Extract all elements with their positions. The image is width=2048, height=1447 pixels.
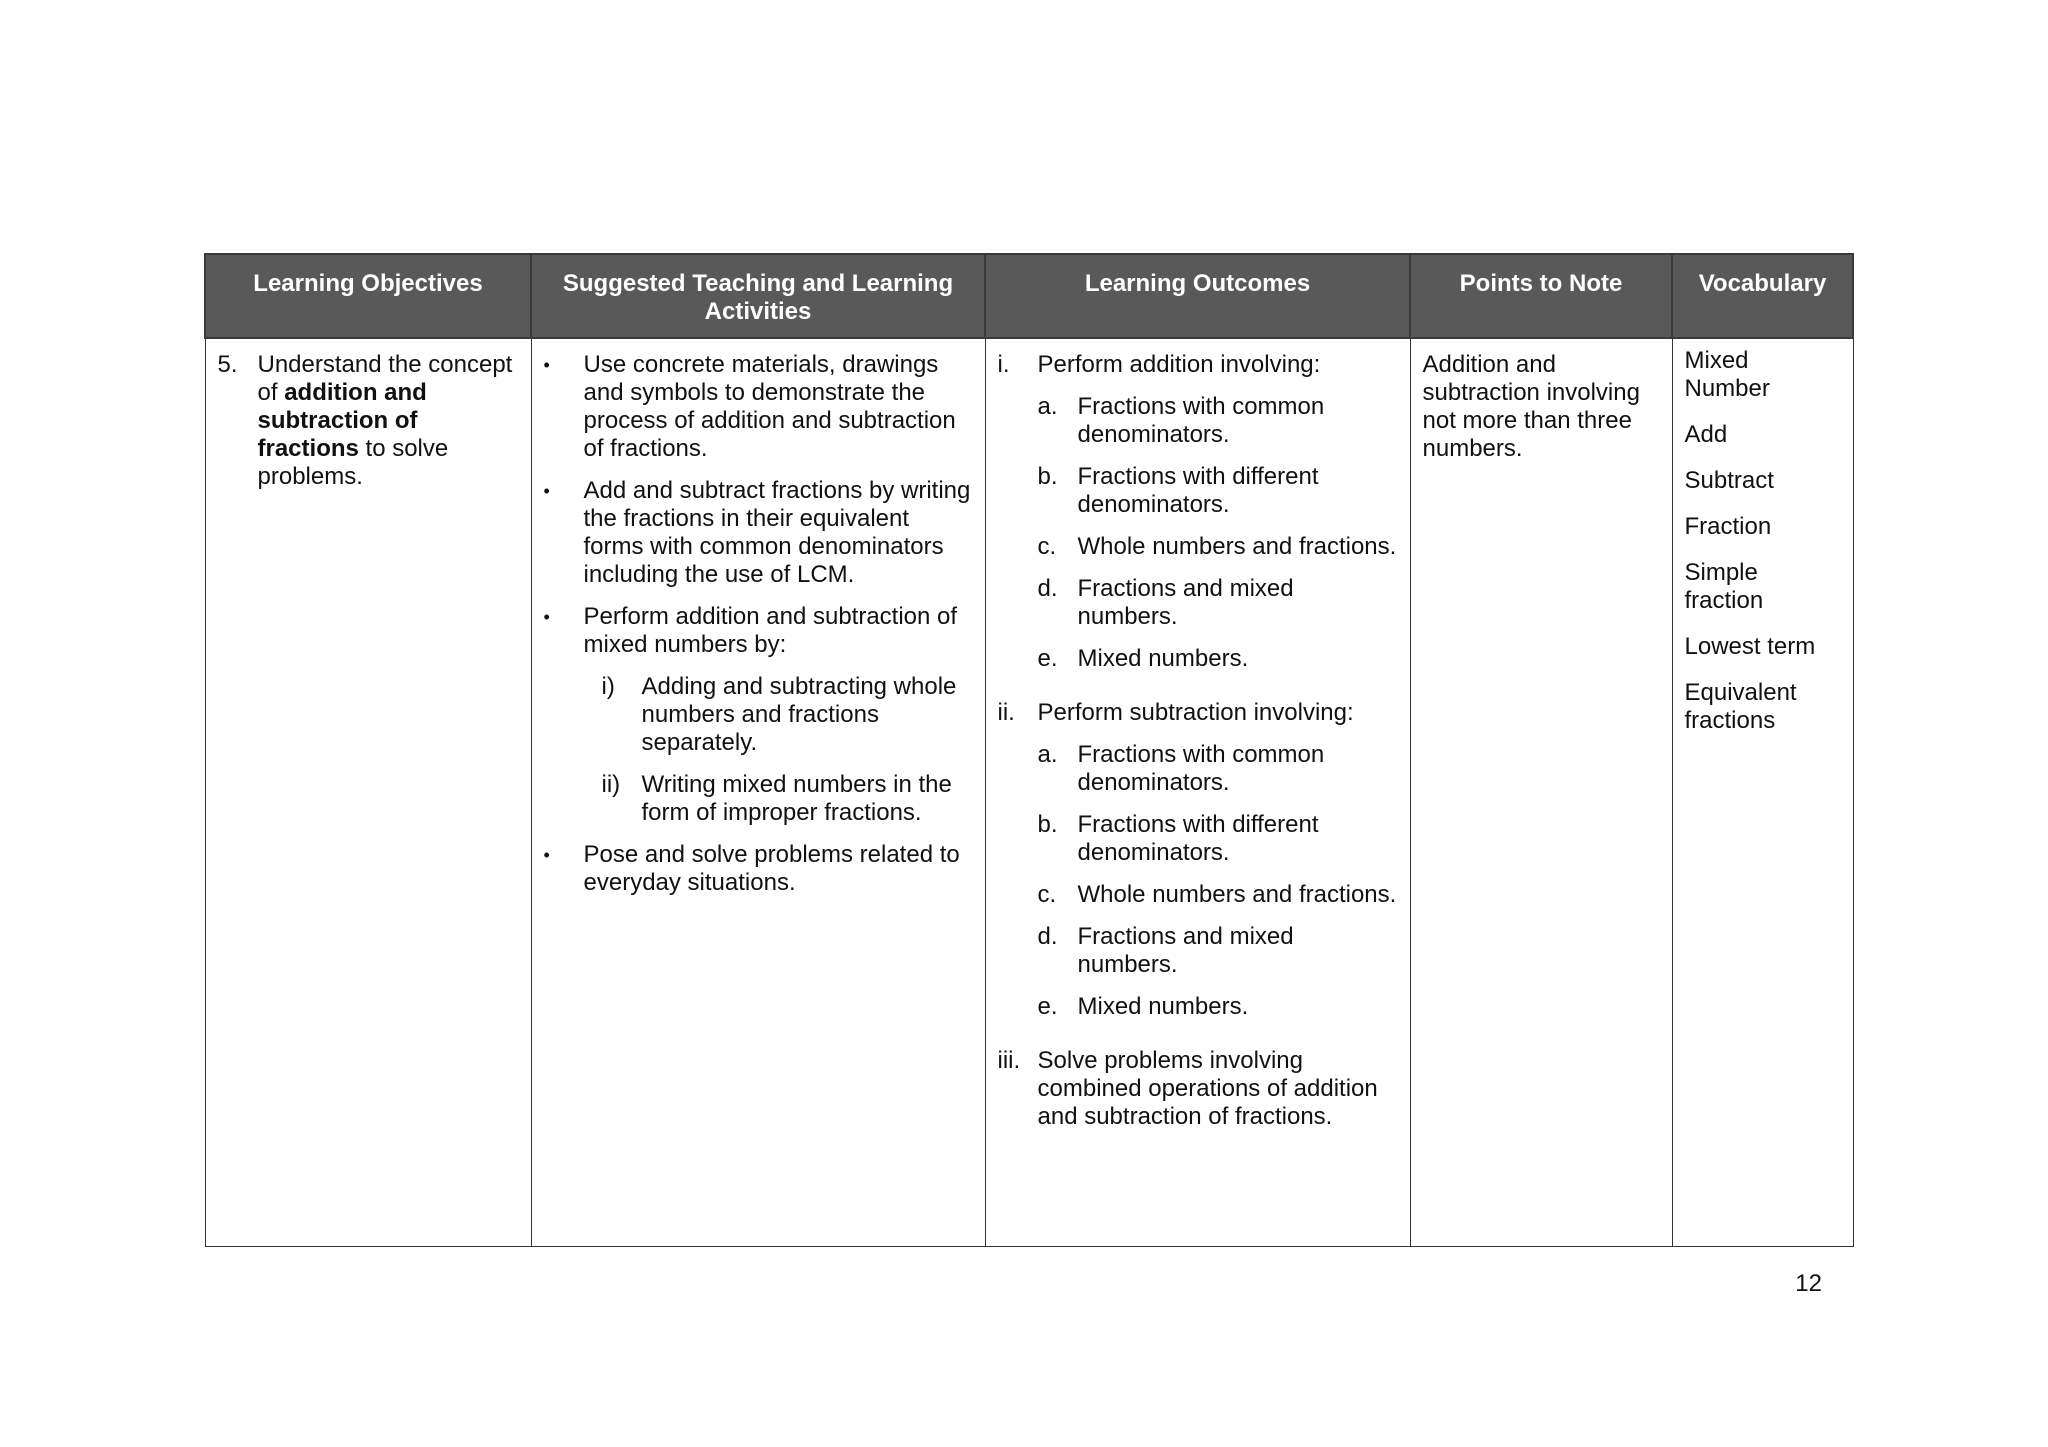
list-item	[1038, 881, 1398, 909]
item-letter: d.	[1037, 575, 1058, 602]
cell-activities	[531, 338, 985, 1246]
sub-item	[602, 771, 973, 827]
item-text: Mixed numbers.	[1077, 645, 1249, 672]
item-letter: c.	[1037, 533, 1057, 560]
bullet-icon: •	[543, 845, 550, 865]
outcome-items	[998, 741, 1398, 1021]
points-to-note-text: Addition and subtraction involving not more than three numbers.	[1422, 351, 1640, 462]
page-number: 12	[1795, 1270, 1822, 1297]
item-letter: e.	[1037, 645, 1058, 672]
item-letter: a.	[1037, 741, 1058, 768]
activity-text: Use concrete materials, drawings and symbols to demonstrate the process of addition and subtraction of fractions.	[583, 351, 956, 462]
outcome-heading	[998, 351, 1398, 379]
list-item	[1038, 393, 1398, 449]
outcome-group	[998, 351, 1398, 673]
cell-points-to-note	[1410, 338, 1672, 1246]
outcome-text: Perform addition involving:	[1037, 351, 1321, 378]
cell-learning-objectives	[205, 338, 531, 1246]
cell-learning-outcomes	[985, 338, 1410, 1246]
outcome-numeral: ii.	[997, 699, 1015, 726]
list-item	[544, 841, 973, 897]
vocabulary-item: Add	[1684, 421, 1728, 448]
vocabulary-item: Simple fraction	[1684, 559, 1764, 614]
list-item	[1038, 645, 1398, 673]
list-item	[1038, 993, 1398, 1021]
header-learning-outcomes: Learning Outcomes	[985, 254, 1410, 338]
outcome-numeral: iii.	[997, 1047, 1021, 1074]
sub-item-text: Writing mixed numbers in the form of improper fractions.	[641, 771, 952, 826]
item-text: Fractions with different denominators.	[1077, 463, 1319, 518]
item-letter: a.	[1037, 393, 1058, 420]
item-letter: e.	[1037, 993, 1058, 1020]
header-row	[205, 254, 1853, 338]
activity-text: Add and subtract fractions by writing the fractions in their equivalent forms with common denominators including the use of LCM.	[583, 477, 971, 588]
outcome-items	[998, 393, 1398, 673]
item-text: Fractions with common denominators.	[1077, 393, 1325, 448]
list-item	[544, 351, 973, 463]
list-item	[1038, 811, 1398, 867]
activity-text: Pose and solve problems related to everyday situations.	[583, 841, 960, 896]
objective-number: 5.	[217, 351, 238, 378]
list-item	[1038, 741, 1398, 797]
item-text: Mixed numbers.	[1077, 993, 1249, 1020]
header-learning-objectives: Learning Objectives	[205, 254, 531, 338]
item-letter: b.	[1037, 811, 1058, 838]
list-item	[1038, 533, 1398, 561]
outcome-numeral: i.	[997, 351, 1010, 378]
list-item	[1038, 463, 1398, 519]
vocabulary-item: Fraction	[1684, 513, 1772, 540]
item-letter: b.	[1037, 463, 1058, 490]
list-item	[544, 603, 973, 827]
sub-item-text: Adding and subtracting whole numbers and fractions separately.	[641, 673, 957, 756]
item-text: Whole numbers and fractions.	[1077, 881, 1397, 908]
objective-bold-text: addition and subtraction of fractions	[257, 379, 427, 462]
outcome-heading	[998, 699, 1398, 727]
objective-item	[218, 351, 519, 491]
table-row	[205, 338, 1853, 1246]
sub-item-marker: ii)	[601, 771, 621, 798]
objective-text	[258, 351, 519, 491]
item-text: Fractions and mixed numbers.	[1077, 575, 1294, 630]
syllabus-table	[204, 253, 1854, 1247]
header-points-to-note: Points to Note	[1410, 254, 1672, 338]
objective-text-after: to solve problems.	[257, 435, 449, 490]
vocabulary-item: Equivalent fractions	[1684, 679, 1797, 734]
vocabulary-item: Subtract	[1684, 467, 1774, 494]
outcome-heading	[998, 1047, 1398, 1131]
item-letter: d.	[1037, 923, 1058, 950]
vocabulary-item: Lowest term	[1684, 633, 1816, 660]
activity-text: Perform addition and subtraction of mixed numbers by:	[583, 603, 958, 658]
sub-item	[602, 673, 973, 757]
activity-body	[584, 603, 973, 827]
cell-vocabulary	[1672, 338, 1853, 1246]
item-letter: c.	[1037, 881, 1057, 908]
header-vocabulary: Vocabulary	[1672, 254, 1853, 338]
outcome-group	[998, 1047, 1398, 1131]
item-text: Fractions with different denominators.	[1077, 811, 1319, 866]
outcome-group	[998, 699, 1398, 1021]
bullet-icon: •	[543, 355, 550, 375]
header-activities: Suggested Teaching and Learning Activities	[531, 254, 985, 338]
objective-text-before: Understand the concept of	[257, 351, 513, 406]
list-item	[1038, 575, 1398, 631]
bullet-icon: •	[543, 481, 550, 501]
item-text: Fractions with common denominators.	[1077, 741, 1325, 796]
vocabulary-item: Mixed Number	[1684, 347, 1770, 402]
outcome-text: Perform subtraction involving:	[1037, 699, 1354, 726]
vocabulary-list	[1685, 347, 1841, 735]
list-item	[1038, 923, 1398, 979]
list-item	[544, 477, 973, 589]
sub-item-marker: i)	[601, 673, 615, 700]
activities-list	[544, 351, 973, 897]
bullet-icon: •	[543, 607, 550, 627]
item-text: Fractions and mixed numbers.	[1077, 923, 1294, 978]
outcome-text: Solve problems involving combined operations of addition and subtraction of fractions.	[1037, 1047, 1378, 1130]
item-text: Whole numbers and fractions.	[1077, 533, 1397, 560]
